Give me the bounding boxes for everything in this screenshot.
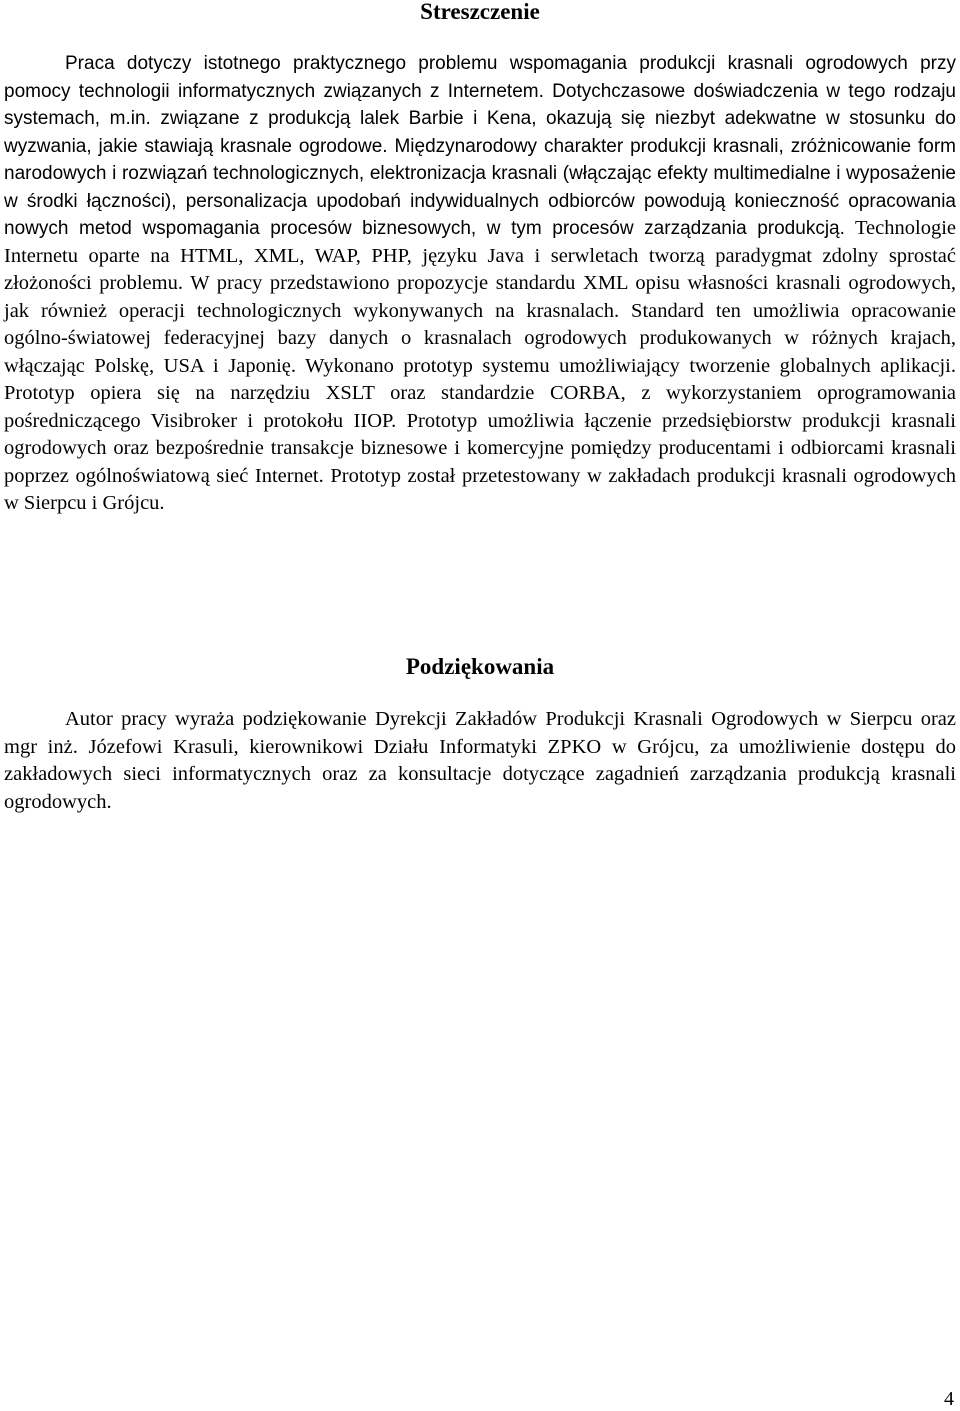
acknowledgements-heading: Podziękowania bbox=[405, 654, 555, 679]
page-number: 4 bbox=[944, 1388, 954, 1410]
summary-paragraph bbox=[4, 50, 956, 518]
document-page bbox=[4, 0, 956, 1411]
summary-heading: Streszczenie bbox=[420, 0, 540, 24]
acknowledgements-paragraph: Autor pracy wyraża podziękowanie Dyrekcji Zakładów Produkcji Krasnali Ogrodowych w Sierpcu oraz mgr inż. Józefowi Krasuli, kierownikowi Działu Informatyki ZPKO w Grójcu, za umożliwienie dostępu do zakładowych sieci informatycznych oraz za konsultacje dotyczące zagadnień zarządzania produkcją krasnali ogrodowych. bbox=[4, 708, 956, 813]
summary-text-sans: Praca dotyczy istotnego praktycznego problemu wspomagania produkcji krasnali ogrodowych przy pomocy technologii informatycznych związanych z Internetem. Dotychczasowe doświadczenia w tego rodzaju systemach, m.in. związane z produkcją lalek Barbie i Kena, okazują się niezbyt adekwatne w stosunku do wyzwania, jakie stawiają krasnale ogrodowe. Międzynarodowy charakter produkcji krasnali, zróżnicowanie form narodowych i rozwiązań technologicznych, elektronizacja krasnali (włączając efekty multimedialne i wyposażenie w środki łączności), personalizacja upodobań indywidualnych odbiorców powodują konieczność opracowania nowych metod wspomagania procesów biznesowych, w tym procesów zarządzania produkcją. bbox=[4, 53, 956, 239]
summary-text-serif: Technologie Internetu oparte na HTML, XML, WAP, PHP, języku Java i serwletach tworzą paradygmat zdolny sprostać złożoności problemu. W pracy przedstawiono propozycje standardu XML opisu własności krasnali ogrodowych, jak również operacji technologicznych wykonywanych na krasnalach. Standard ten umożliwia opracowanie ogólno-światowej federacyjnej bazy danych o krasnalach ogrodowych produkowanych w różnych krajach, włączając Polskę, USA i Japonię. Wykonano prototyp systemu umożliwiający tworzenie globalnych aplikacji. Prototyp opiera się na narzędziu XSLT oraz standardzie CORBA, z wykorzystaniem oprogramowania pośredniczącego Visibroker i protokołu IIOP. Prototyp umożliwia łączenie przedsiębiorstw produkcji krasnali ogrodowych oraz bezpośrednie transakcje biznesowe i komercyjne pomiędzy producentami i odbiorcami krasnali poprzez ogólnoświatową sieć Internet. Prototyp został przetestowany w zakładach produkcji krasnali ogrodowych w Sierpcu i Grójcu. bbox=[4, 217, 956, 514]
